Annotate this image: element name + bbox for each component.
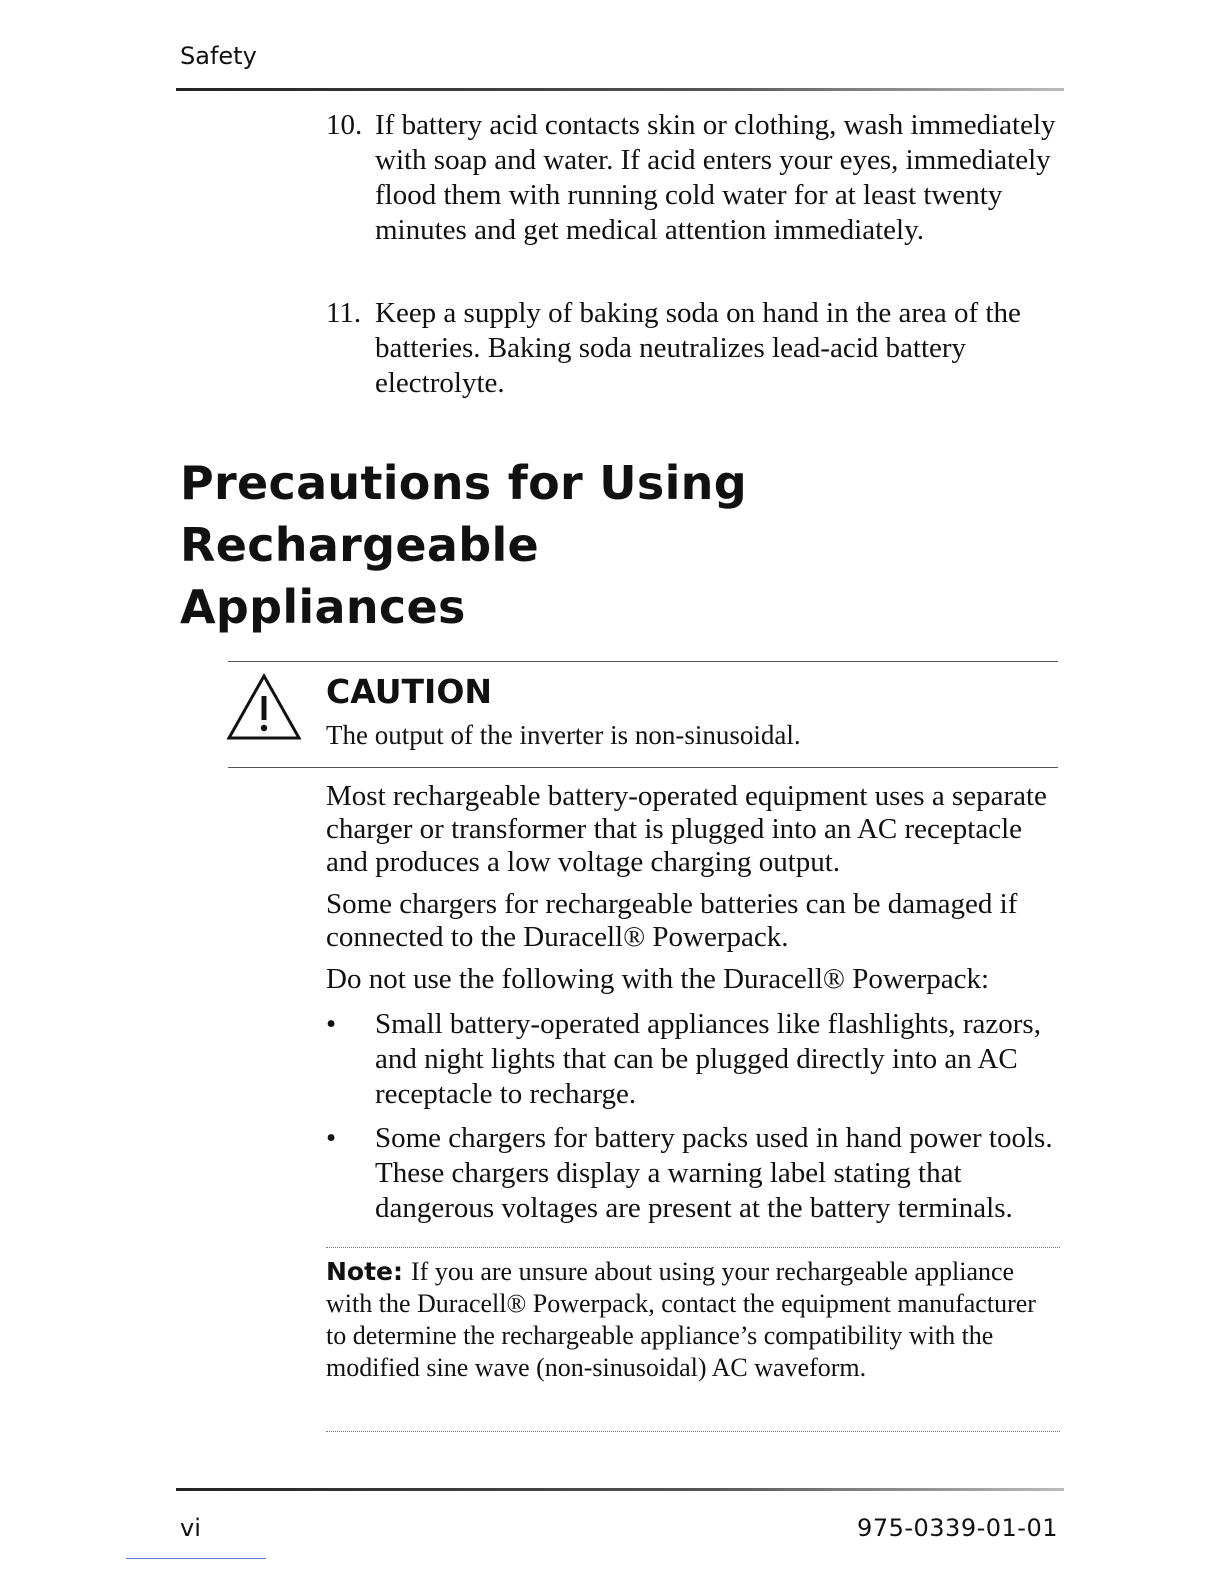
caution-top-rule: [228, 661, 1058, 662]
item-number: 10.: [326, 109, 363, 141]
note-text: If you are unsure about using your rechargeable appliance with the Duracell® Powerpack, contact the equipment manufacturer to determine the rechargeable appliance’s compatibility with the modified sine wave (non-sinusoidal) AC waveform.: [326, 1257, 1036, 1382]
section-heading: [180, 452, 1080, 638]
numbered-item-10: [326, 108, 1066, 248]
item-text: If battery acid contacts skin or clothing, wash immediately with soap and water. If acid enters your eyes, immediately flood them with running cold water for at least twenty minutes and get medical attention immediately.: [375, 109, 1056, 246]
heading-line-2: Appliances: [180, 580, 466, 634]
note-bottom-rule: [326, 1431, 1060, 1432]
note-block: [326, 1256, 1046, 1384]
caution-title: CAUTION: [326, 672, 492, 711]
note-top-rule: [326, 1247, 1060, 1248]
note-label: Note:: [326, 1257, 404, 1286]
bullet-marker: •: [326, 1122, 337, 1154]
bullet-item-power-tool-chargers: [326, 1121, 1066, 1226]
caution-text: The output of the inverter is non-sinusoidal.: [326, 720, 801, 750]
bullet-marker: •: [326, 1008, 337, 1040]
footer-rule: [176, 1488, 1064, 1491]
caution-bottom-rule: [228, 767, 1058, 768]
paragraph-damage-warning: Some chargers for rechargeable batteries can be damaged if connected to the Duracell® Powerpack.: [326, 888, 1018, 953]
item-text: Keep a supply of baking soda on hand in the area of the batteries. Baking soda neutralizes lead-acid battery electrolyte.: [375, 297, 1021, 399]
paragraph-chargers-intro: Most rechargeable battery-operated equipment uses a separate charger or transformer that is plugged into an AC receptacle and produces a low voltage charging output.: [326, 780, 1047, 878]
bullet-text: Some chargers for battery packs used in hand power tools. These chargers display a warning label stating that dangerous voltages are present at the battery terminals.: [375, 1122, 1053, 1224]
section-header: Safety: [180, 42, 257, 70]
bullet-text: Small battery-operated appliances like flashlights, razors, and night lights that can be plugged directly into an AC receptacle to recharge.: [375, 1008, 1041, 1110]
item-number: 11.: [326, 297, 362, 329]
bullet-item-small-appliances: [326, 1007, 1066, 1112]
paragraph-do-not-use: Do not use the following with the Duracell® Powerpack:: [326, 963, 990, 995]
document-number: 975-0339-01-01: [857, 1514, 1058, 1542]
header-rule: [176, 88, 1064, 91]
warning-triangle-icon: [226, 672, 302, 742]
scan-edge-line: [126, 1558, 266, 1559]
page-number: vi: [180, 1514, 201, 1542]
heading-line-1: Precautions for Using Rechargeable: [180, 456, 747, 572]
numbered-item-11: [326, 296, 1066, 401]
